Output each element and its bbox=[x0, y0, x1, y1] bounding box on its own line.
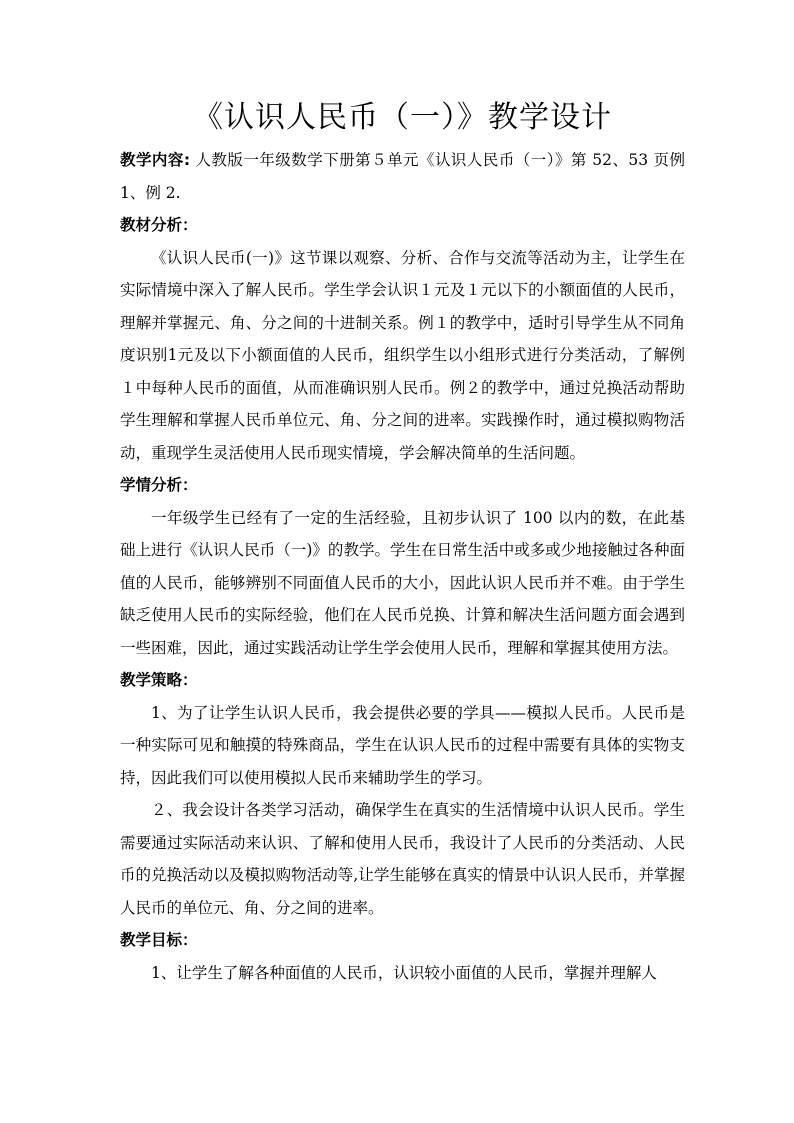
document-title: 《认识人民币（一）》教学设计 bbox=[193, 100, 612, 135]
teaching-content-text: 人教版一年级数学下册第５单元《认识人民币（一）》第 52、53 页例 1、例 2. bbox=[120, 151, 686, 202]
section-heading: 教学目标： bbox=[120, 931, 198, 949]
section-teaching-goals bbox=[120, 924, 685, 989]
section-textbook-analysis bbox=[120, 209, 685, 469]
section-heading: 教学策略： bbox=[120, 671, 198, 689]
section-teaching-strategy bbox=[120, 664, 685, 924]
document-page bbox=[120, 96, 685, 989]
section-heading: 学情分析： bbox=[120, 476, 198, 494]
teaching-content-label: 教学内容: bbox=[120, 151, 191, 169]
section-paragraph: ２、我会设计各类学习活动，确保学生在真实的生活情境中认识人民币。学生需要通过实际活动来认识、了解和使用人民币，我设计了人民币的分类活动、人民币的兑换活动以及模拟购物活动等,让学生能够在真实的情景中认识人民币，并掌握人民币的单位元、角、分之间的进率。 bbox=[120, 801, 685, 917]
section-paragraph: 一年级学生已经有了一定的生活经验，且初步认识了 100 以内的数，在此基础上进行《认识人民币（一)》的教学。学生在日常生活中或多或少地接触过各种面值的人民币，能够辨别不同面值人民币的大小，因此认识人民币并不难。由于学生缺乏使用人民币的实际经验，他们在人民币兑换、计算和解决生活问题方面会遇到一些困难，因此，通过实践活动让学生学会使用人民币，理解和掌握其使用方法。 bbox=[120, 508, 685, 657]
section-paragraph: 1、为了让学生认识人民币，我会提供必要的学具——模拟人民币。人民币是一种实际可见和触摸的特殊商品，学生在认识人民币的过程中需要有具体的实物支持，因此我们可以使用模拟人民币来辅助学生的学习。 bbox=[120, 703, 685, 787]
section-student-analysis bbox=[120, 469, 685, 664]
section-heading: 教材分析： bbox=[120, 216, 198, 234]
section-paragraph: 《认识人民币(一)》这节课以观察、分析、合作与交流等活动为主，让学生在实际情境中深入了解人民币。学生学会认识１元及１元以下的小额面值的人民币，理解并掌握元、角、分之间的十进制关系。例１的教学中，适时引导学生从不同角度识别1元及以下小额面值的人民币，组织学生以小组形式进行分类活动，了解例１中每种人民币的面值，从而准确识别人民币。例２的教学中，通过兑换活动帮助学生理解和掌握人民币单位元、角、分之间的进率。实践操作时，通过模拟购物活动，重现学生灵活使用人民币现实情境，学会解决简单的生活问题。 bbox=[120, 248, 685, 462]
section-paragraph: 1、让学生了解各种面值的人民币，认识较小面值的人民币，掌握并理解人 bbox=[151, 963, 657, 982]
teaching-content-paragraph bbox=[120, 144, 685, 209]
